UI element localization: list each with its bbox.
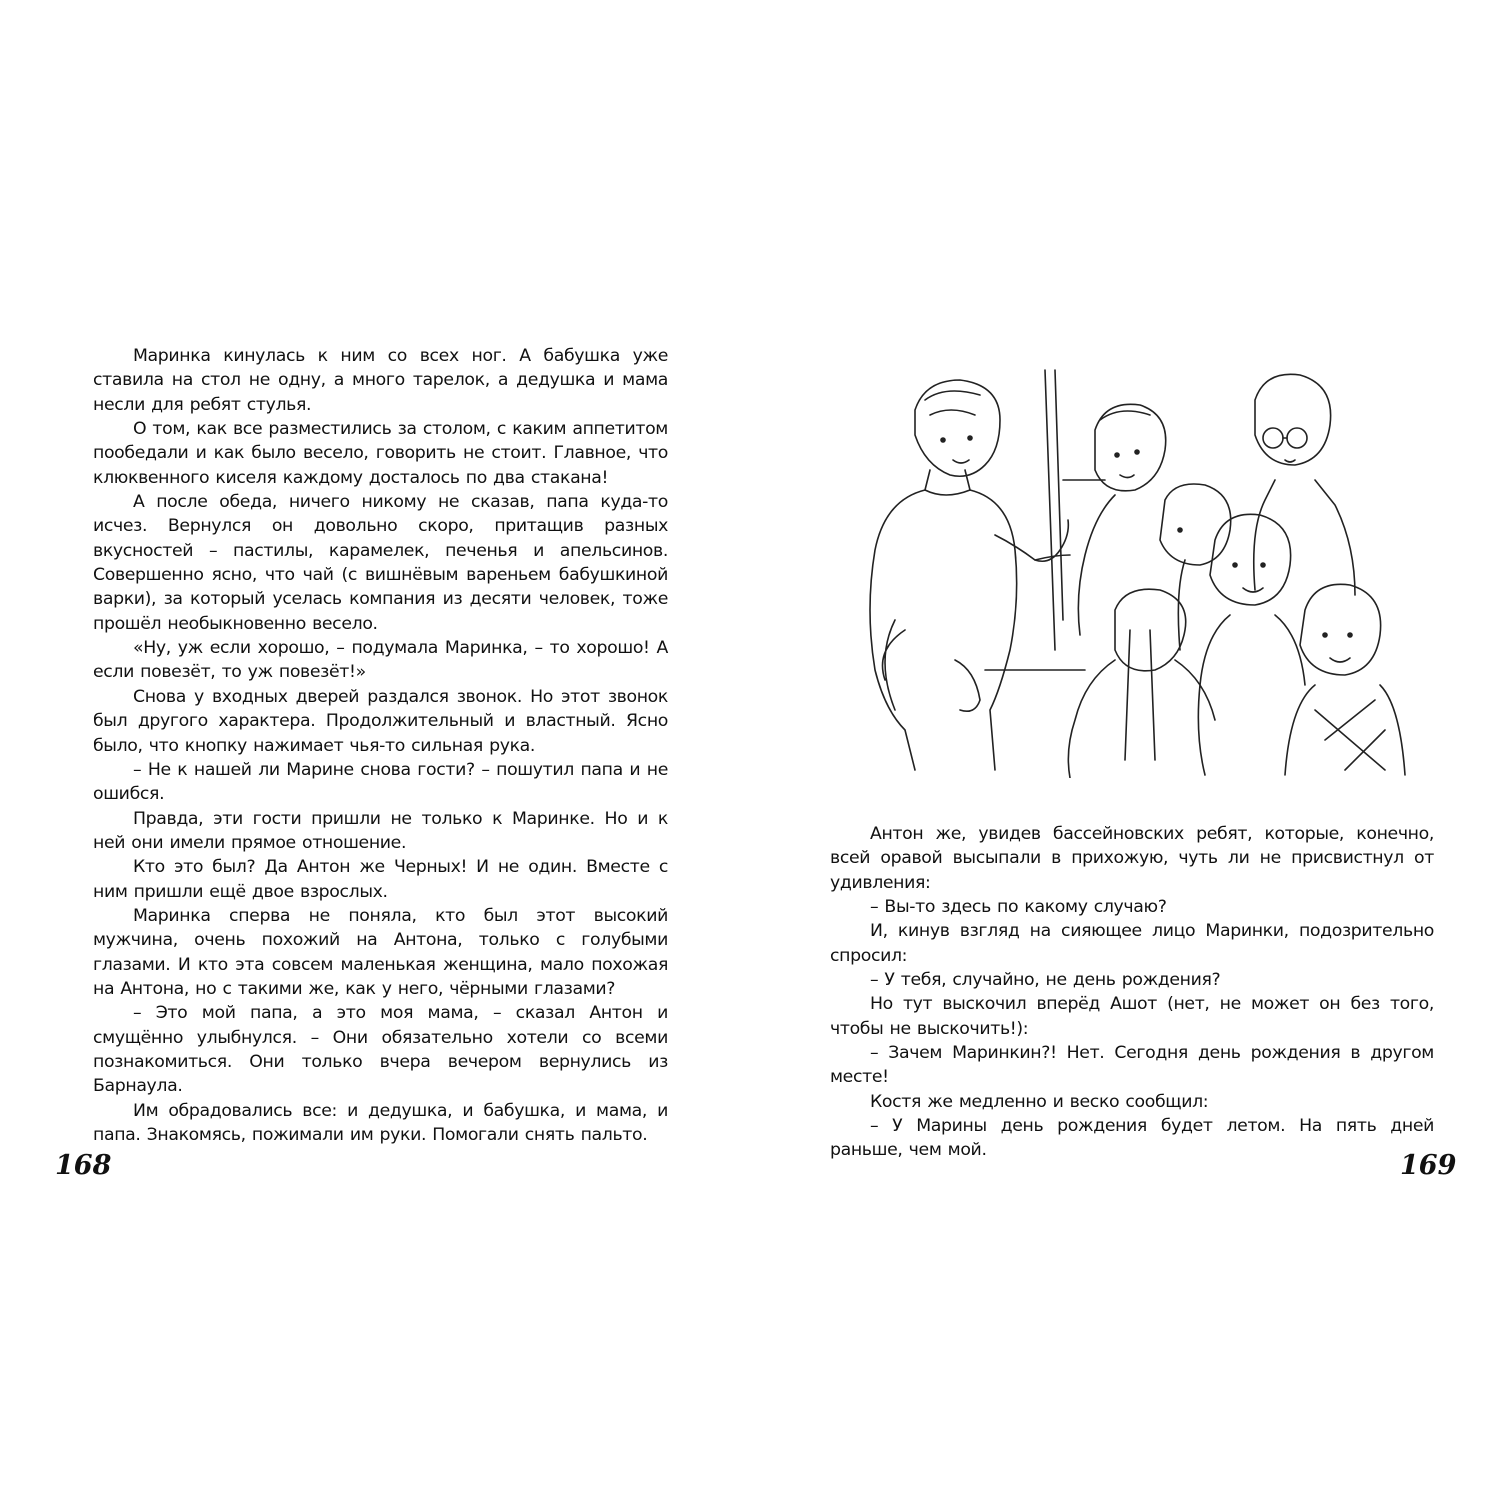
paragraph: Им обрадовались все: и дедушка, и бабушка, и мама, и папа. Знакомясь, пожимали им руки. Помогали снять пальто. bbox=[93, 1100, 668, 1145]
paragraph: – Зачем Маринкин?! Нет. Сегодня день рождения в другом месте! bbox=[830, 1043, 1434, 1088]
paragraph: Но тут выскочил вперёд Ашот (нет, не может он без того, чтобы не выскочить!): bbox=[830, 994, 1434, 1039]
page-number-right: 169 bbox=[1400, 1150, 1457, 1181]
paragraph: Маринка кинулась к ним со всех ног. А бабушка уже ставила на стол не одну, а много тарелок, а дедушка и мама несли для ребят стулья. bbox=[93, 346, 668, 415]
paragraph: – Не к нашей ли Марине снова гости? – пошутил папа и не ошибся. bbox=[93, 759, 668, 805]
paragraph: А после обеда, ничего никому не сказав, папа куда-то исчез. Вернулся он довольно скоро, притащив разных вкусностей – пастилы, карамелек, печенья и апельсинов. Совершенно ясно, что чай (с вишнёвым вареньем бабушкиной варки), за который уселась компания из десяти человек, тоже прошёл необыкновенно весело. bbox=[93, 492, 668, 634]
left-page-text bbox=[93, 344, 668, 1147]
right-page-text bbox=[830, 822, 1434, 1163]
paragraph: Костя же медленно и веско сообщил: bbox=[870, 1091, 1209, 1112]
paragraph: Правда, эти гости пришли не только к Маринке. Но и к ней они имели прямое отношение. bbox=[93, 808, 668, 853]
page-number-left: 168 bbox=[55, 1150, 112, 1181]
paragraph: Снова у входных дверей раздался звонок. Но этот звонок был другого характера. Продолжительный и властный. Ясно было, что кнопку нажимает чья-то сильная рука. bbox=[93, 686, 668, 756]
paragraph: – У Марины день рождения будет летом. На пять дней раньше, чем мой. bbox=[830, 1116, 1434, 1161]
paragraph: Кто это был? Да Антон же Черных! И не один. Вместе с ним пришли ещё двое взрослых. bbox=[93, 857, 668, 902]
paragraph: – Это мой папа, а это моя мама, – сказал Антон и смущённо улыбнулся. – Они обязательно хотели со всеми познакомиться. Они только вчера вечером вернулись из Барнаула. bbox=[93, 1003, 668, 1097]
paragraph: «Ну, уж если хорошо, – подумала Маринка, – то хорошо! А если повезёт, то уж повезёт!» bbox=[93, 638, 668, 683]
children-group-illustration bbox=[845, 360, 1420, 778]
paragraph: И, кинув взгляд на сияющее лицо Маринки, подозрительно спросил: bbox=[830, 921, 1434, 966]
paragraph: – У тебя, случайно, не день рождения? bbox=[870, 970, 1221, 991]
paragraph: Маринка сперва не поняла, кто был этот высокий мужчина, очень похожий на Антона, только с голубыми глазами. И кто эта совсем маленькая женщина, мало похожая на Антона, но с такими же, как у него, чёрными глазами? bbox=[93, 905, 668, 999]
paragraph: О том, как все разместились за столом, с каким аппетитом пообедали и как было весело, говорить не стоит. Главное, что клюквенного киселя каждому досталось по два стакана! bbox=[93, 419, 668, 488]
paragraph: – Вы-то здесь по какому случаю? bbox=[870, 897, 1167, 918]
paragraph: Антон же, увидев бассейновских ребят, которые, конечно, всей оравой высыпали в прихожую, чуть ли не присвистнул от удивления: bbox=[830, 824, 1434, 893]
